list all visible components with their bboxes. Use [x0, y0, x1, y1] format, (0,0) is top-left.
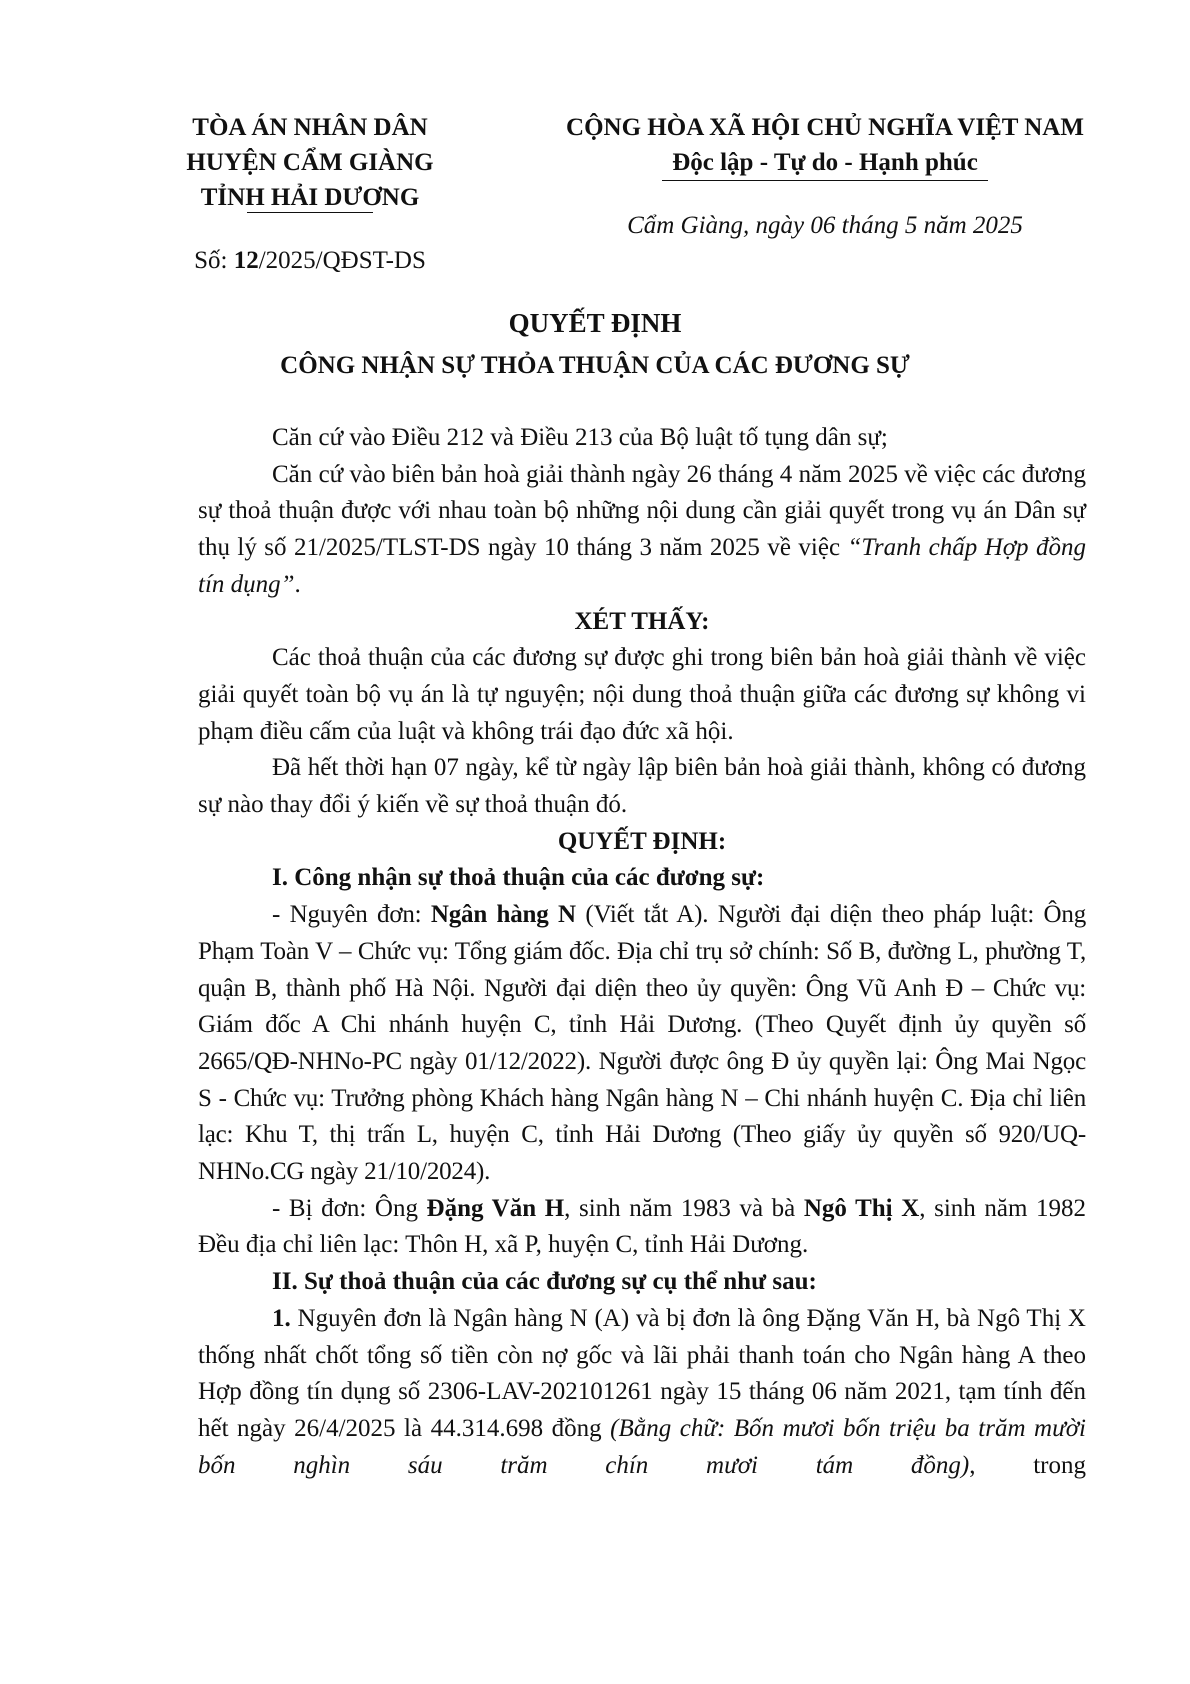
nation-header — [525, 110, 1125, 180]
plaintiff-paragraph: - Nguyên đơn: Ngân hàng N (Viết tắt A). Người đại diện theo pháp luật: Ông Phạm Toàn V – Chức vụ: Tổng giám đốc. Địa chỉ trụ sở chính: Số B, đường L, phường T, quận B, thành phố Hà Nội. Người đại diện theo ủy quyền: Ông Vũ Anh Đ – Chức vụ: Giám đốc A Chi nhánh huyện C, tỉnh Hải Dương. (Theo Quyết định ủy quyền số 2665/QĐ-NHNo-PC ngày 01/12/2022). Người được ông Đ ủy quyền lại: Ông Mai Ngọc S - Chức vụ: Trưởng phòng Khách hàng Ngân hàng N – Chi nhánh huyện C. Địa chỉ liên lạc: Khu T, thị trấn L, huyện C, tỉnh Hải Dương (Theo giấy ủy quyền số 920/UQ-NHNo.CG ngày 21/10/2024). — [198, 901, 1086, 1186]
agreement-item-1: 1. Nguyên đơn là Ngân hàng N (A) và bị đơn là ông Đặng Văn H, bà Ngô Thị X thống nhất chốt tổng số tiền còn nợ gốc và lãi phải thanh toán cho Ngân hàng A theo Hợp đồng tín dụng số 2306-LAV-202101261 ngày 15 tháng 06 năm 2021, tạm tính đến hết ngày 26/4/2025 là 44.314.698 đồng (Bằng chữ: Bốn mươi bốn triệu ba trăm mười bốn nghìn sáu trăm chín mươi tám đồng), trong — [198, 1304, 1087, 1479]
defendant-paragraph: - Bị đơn: Ông Đặng Văn H, sinh năm 1983 và bà Ngô Thị X, sinh năm 1982 Đều địa chỉ liên lạc: Thôn H, xã P, huyện C, tỉnh Hải Dương. — [198, 1194, 1086, 1259]
defendant-name-2: Ngô Thị X — [803, 1194, 920, 1222]
plaintiff-name: Ngân hàng N — [430, 901, 576, 929]
nation-motto: Độc lập - Tự do - Hạnh phúc — [672, 149, 978, 176]
court-name-line3: TỈNH HẢI DƯƠNG — [200, 184, 420, 211]
consider-paragraph-1: Các thoả thuận của các đương sự được ghi trong biên bản hoà giải thành về việc giải quyết toàn bộ vụ án là tự nguyện; nội dung thoả thuận giữa các đương sự không vi phạm điều cấm của luật và không trái đạo đức xã hội. — [198, 644, 1086, 745]
decision-subtitle: CÔNG NHẬN SỰ THỎA THUẬN CỦA CÁC ĐƯƠNG SỰ — [280, 352, 910, 379]
document-number-value: 12 — [233, 247, 259, 274]
section-1-heading: I. Công nhận sự thoả thuận của các đương sự: — [272, 864, 765, 892]
document-number: Số: 12/2025/QĐST-DS — [194, 247, 426, 274]
motto-underline — [662, 180, 988, 181]
item-1-number: 1. — [272, 1304, 291, 1332]
court-header — [160, 110, 460, 215]
heading-decide: QUYẾT ĐỊNH: — [557, 827, 727, 855]
consider-paragraph-2: Đã hết thời hạn 07 ngày, kể từ ngày lập biên bản hoà giải thành, không có đương sự nào thay đổi ý kiến về sự thoả thuận đó. — [198, 754, 1086, 819]
place-date: Cẩm Giàng, ngày 06 tháng 5 năm 2025 — [627, 212, 1023, 239]
case-name: “Tranh chấp Hợp đồng tín dụng” — [198, 534, 1086, 598]
heading-consider: XÉT THẤY: — [574, 607, 710, 635]
legal-basis-2: Căn cứ vào biên bản hoà giải thành ngày 26 tháng 4 năm 2025 về việc các đương sự thoả thuận được với nhau toàn bộ những nội dung cần giải quyết trong vụ án Dân sự thụ lý số 21/2025/TLST-DS ngày 10 tháng 3 năm 2025 về việc “Tranh chấp Hợp đồng tín dụng”. — [198, 460, 1086, 598]
defendant-name-1: Đặng Văn H — [426, 1194, 565, 1222]
decision-title: QUYẾT ĐỊNH — [508, 308, 682, 338]
nation-name: CỘNG HÒA XÃ HỘI CHỦ NGHĨA VIỆT NAM — [566, 114, 1084, 141]
court-name-line2: HUYỆN CẨM GIÀNG — [186, 149, 434, 176]
legal-basis-1: Căn cứ vào Điều 212 và Điều 213 của Bộ luật tố tụng dân sự; — [272, 424, 888, 451]
section-2-heading: II. Sự thoả thuận của các đương sự cụ thể như sau: — [272, 1268, 817, 1296]
amount-in-words: (Bằng chữ: Bốn mươi bốn triệu ba trăm mười bốn nghìn sáu trăm chín mươi tám đồng) — [198, 1414, 1087, 1479]
document-body — [198, 420, 1086, 1484]
court-name-line1: TÒA ÁN NHÂN DÂN — [192, 114, 428, 141]
court-underline — [247, 212, 373, 213]
